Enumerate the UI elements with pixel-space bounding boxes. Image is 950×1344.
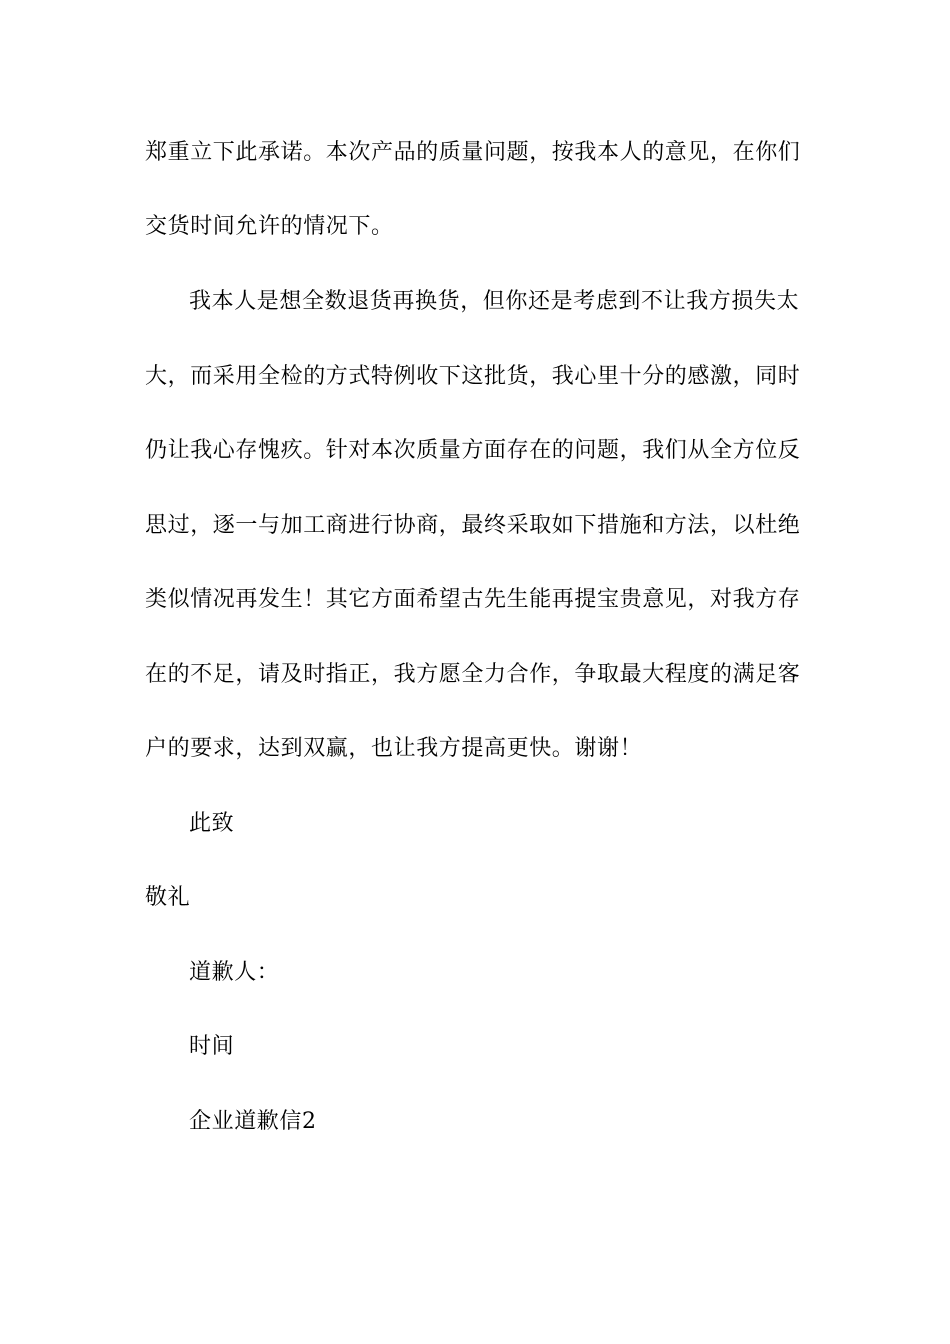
body-text-line: 仍让我心存愧疚。针对本次质量方面存在的问题，我们从全方位反 xyxy=(145,438,801,463)
closing-regards: 敬礼 xyxy=(145,885,191,910)
body-text-line: 户的要求，达到双赢，也让我方提高更快。谢谢！ xyxy=(145,736,643,761)
date-label: 时间 xyxy=(189,1034,235,1059)
body-text-line: 类似情况再发生！其它方面希望古先生能再提宝贵意见，对我方存 xyxy=(145,587,801,612)
body-text-line: 交货时间允许的情况下。 xyxy=(145,214,394,239)
body-text-line: 大，而采用全检的方式特例收下这批货，我心里十分的感激，同时 xyxy=(145,364,801,389)
body-text-line: 郑重立下此承诺。本次产品的质量问题，按我本人的意见，在你们 xyxy=(145,140,801,165)
body-text-line: 在的不足，请及时指正，我方愿全力合作，争取最大程度的满足客 xyxy=(145,662,801,687)
paragraph-first-line: 我本人是想全数退货再换货，但你还是考虑到不让我方损失太 xyxy=(189,289,800,314)
section-heading: 企业道歉信2 xyxy=(189,1109,317,1134)
body-text-line: 思过，逐一与加工商进行协商，最终采取如下措施和方法，以杜绝 xyxy=(145,513,801,538)
closing-salutation: 此致 xyxy=(189,811,235,836)
signature-label: 道歉人： xyxy=(189,960,280,985)
